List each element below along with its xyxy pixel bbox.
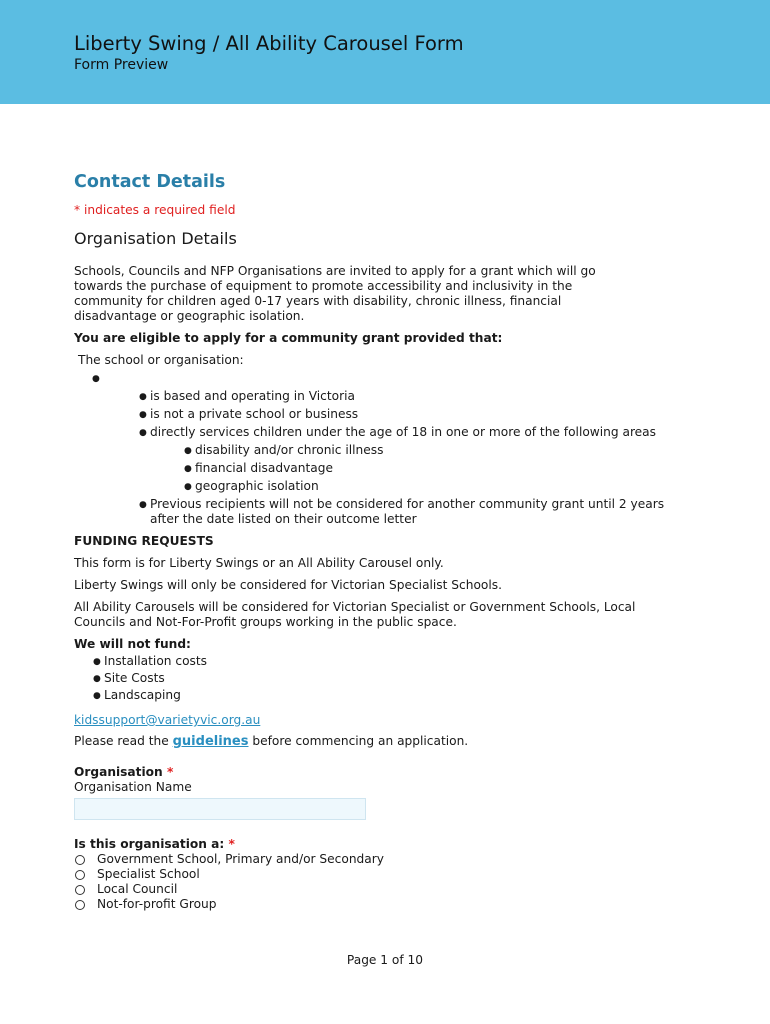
bullet-icon: ● [93, 674, 101, 684]
bullet-icon: ● [184, 464, 192, 474]
list-item: ● disability and/or chronic illness [184, 443, 384, 457]
funding-line-3: All Ability Carousels will be considered for Victorian Specialist or Government Schools, Local Councils and Not-For-Profit groups working in the public space. [74, 600, 636, 629]
eligibility-lead: The school or organisation: [78, 353, 244, 367]
list-item: ● geographic isolation [184, 479, 319, 493]
bullet-icon: ● [93, 691, 101, 701]
not-fund-list [74, 654, 674, 703]
radio-circle-icon[interactable] [75, 870, 85, 880]
funding-line-1: This form is for Liberty Swings or an All Ability Carousel only. [74, 556, 444, 570]
page-number: Page 1 of 10 [346, 953, 424, 967]
list-item: ● directly services children under the age of 18 in one or more of the following areas [139, 425, 657, 439]
list-item: ● is based and operating in Victoria [139, 389, 355, 403]
required-star: * [166, 765, 174, 779]
list-item: ● Landscaping [93, 688, 181, 702]
radio-not-for-profit[interactable]: Not-for-profit Group [74, 897, 674, 912]
bullet-icon: ● [139, 410, 147, 420]
guidelines-link[interactable]: guidelines [172, 734, 249, 749]
org-type-label: Is this organisation a: * [74, 837, 235, 851]
form-subtitle: Form Preview [74, 57, 169, 73]
area-sublist [74, 443, 674, 494]
radio-circle-icon[interactable] [75, 855, 85, 865]
list-item: ● Previous recipients will not be considered for another community grant until 2 years after the date listed on their outcome letter [139, 497, 665, 526]
list-item: ● financial disadvantage [184, 461, 333, 475]
organisation-details-heading: Organisation Details [74, 229, 237, 248]
organisation-name-label: Organisation Name [74, 780, 192, 794]
form-content [74, 170, 674, 912]
radio-government-school[interactable]: Government School, Primary and/or Secondary [74, 852, 674, 867]
radio-circle-icon[interactable] [75, 885, 85, 895]
organisation-name-input[interactable] [74, 798, 366, 820]
radio-local-council[interactable]: Local Council [74, 882, 674, 897]
not-fund-heading: We will not fund: [74, 637, 191, 651]
funding-heading: FUNDING REQUESTS [74, 534, 214, 548]
bullet-icon: ● [184, 482, 192, 492]
bullet-icon: ● [139, 500, 147, 510]
funding-line-2: Liberty Swings will only be considered for Victorian Specialist Schools. [74, 578, 502, 592]
intro-paragraph: Schools, Councils and NFP Organisations are invited to apply for a grant which will go towards the purchase of equipment to promote accessibility and inclusivity in the community for children aged 0-17 years with disability, chronic illness, financial disadvantage or geographic isolation. [74, 264, 596, 323]
section-title: Contact Details [74, 172, 226, 192]
radio-circle-icon[interactable] [75, 900, 85, 910]
eligibility-sublist [74, 389, 674, 440]
contact-email-link[interactable]: kidssupport@varietyvic.org.au [74, 713, 261, 727]
form-header [0, 0, 770, 104]
list-item-empty [92, 371, 674, 386]
bullet-icon: ● [184, 446, 192, 456]
radio-specialist-school[interactable]: Specialist School [74, 867, 674, 882]
bullet-icon: ● [92, 374, 100, 384]
organisation-label: Organisation * [74, 765, 174, 779]
bullet-icon: ● [139, 392, 147, 402]
list-item: ● Site Costs [93, 671, 165, 685]
eligibility-sublist-2 [74, 497, 674, 527]
list-item: ● Installation costs [93, 654, 208, 668]
required-note: * indicates a required field [74, 203, 236, 217]
bullet-icon: ● [139, 428, 147, 438]
guidelines-text: Please read the guidelines before commencing an application. [74, 734, 469, 749]
bullet-icon: ● [93, 657, 101, 667]
form-title: Liberty Swing / All Ability Carousel Form [74, 32, 464, 55]
eligibility-list [74, 371, 674, 386]
required-star: * [228, 837, 235, 851]
list-item: ● is not a private school or business [139, 407, 359, 421]
eligibility-heading: You are eligible to apply for a community grant provided that: [74, 331, 503, 345]
org-type-options [74, 852, 674, 912]
